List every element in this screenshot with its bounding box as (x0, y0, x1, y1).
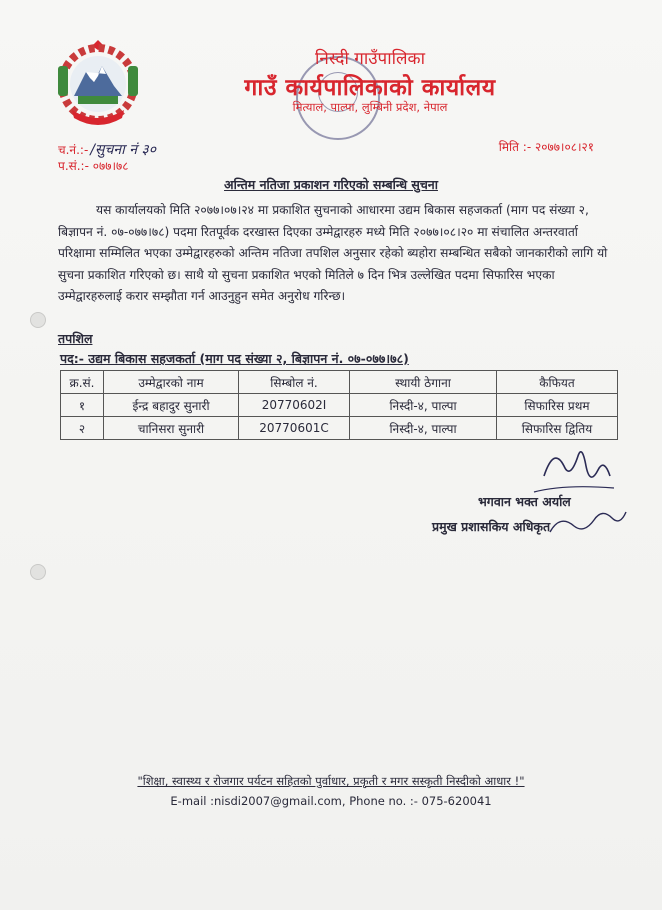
table-header: स्थायी ठेगाना (350, 371, 497, 394)
footer-contact: E-mail :nisdi2007@gmail.com, Phone no. :- 075-620041 (170, 794, 492, 808)
signatory-name: भगवान भक्त अर्याल (478, 494, 571, 509)
table-cell: सिफारिस प्रथम (497, 394, 618, 417)
office-address: मित्याल, पाल्पा, लुम्बिनी प्रदेश, नेपाल (292, 100, 448, 114)
post-heading: पद:- उद्यम बिकास सहजकर्ता (माग पद संख्या २, बिज्ञापन नं. ०७-०७७।७८) (60, 351, 409, 366)
punch-hole (30, 564, 46, 580)
chalani-number: च.नं.:- /सुचना नं ३० (58, 142, 156, 158)
table-cell: निस्दी-४, पाल्पा (350, 417, 497, 440)
table-header-row (61, 371, 618, 394)
municipality-name: निस्दी गाउँपालिका (314, 49, 426, 69)
table-cell: सिफारिस द्वितिय (497, 417, 618, 440)
table-cell: १ (61, 394, 104, 417)
table-row (61, 394, 618, 417)
table-header: उम्मेद्वारको नाम (104, 371, 239, 394)
details-heading: तपशिल (58, 331, 93, 346)
result-table (60, 370, 618, 440)
table-header: क्र.सं. (61, 371, 104, 394)
table-cell: 20770602I (239, 394, 350, 417)
table-header: कैफियत (497, 371, 618, 394)
notice-body: यस कार्यालयको मिति २०७७।०७।२४ मा प्रकाशित सुचनाको आधारमा उद्यम बिकास सहजकर्ता (माग पद संख्या २, बिज्ञापन नं. ०७-०७७।७८) पदमा रितपूर्वक दरखास्त दिएका उम्मेद्वारहरु मध्ये मिति २०७७।०८।२० मा संचालित अन्तरवार्ता परिक्षामा सम्मिलित भएका उम्मेद्वारहरुको अन्तिम नतिजा तपशिल अनुसार रहेको ब्यहोरा सम्बन्धित सबैको जानकारीको लागि यो सुचना प्रकाशित गरिएको छ। साथै यो सुचना प्रकाशित भएको मितिले ७ दिन भित्र उल्लेखित पदमा सिफारिस भएका उम्मेद्वारहरुलाई करार सम्झौता गर्न आउनुहुन समेत अनुरोध गरिन्छ। (58, 203, 608, 303)
notice-date: मिति :- २०७७।०८।२१ (498, 140, 594, 154)
table-cell: 20770601C (239, 417, 350, 440)
footer-slogan: "शिक्षा, स्वास्थ्य र रोजगार पर्यटन सहितको पुर्वाधार, प्रकृती र मगर सस्कृती निस्दीको आधार !" (137, 774, 525, 788)
fiscal-year: प.सं.:- ०७७।७८ (58, 159, 129, 173)
notice-subject: अन्तिम नतिजा प्रकाशन गरिएको सम्बन्धि सुचना (224, 177, 438, 192)
table-header: सिम्बोल नं. (239, 371, 350, 394)
table-cell: २ (61, 417, 104, 440)
table-cell: निस्दी-४, पाल्पा (350, 394, 497, 417)
punch-hole (30, 312, 46, 328)
nepal-emblem-logo (52, 36, 144, 132)
table-cell: ईन्द्र बहादुर सुनारी (104, 394, 239, 417)
office-name: गाउँ कार्यपालिकाको कार्यालय (244, 75, 496, 101)
table-cell: चानिसरा सुनारी (104, 417, 239, 440)
signatory-title: प्रमुख प्रशासकिय अधिकृत (432, 519, 551, 534)
